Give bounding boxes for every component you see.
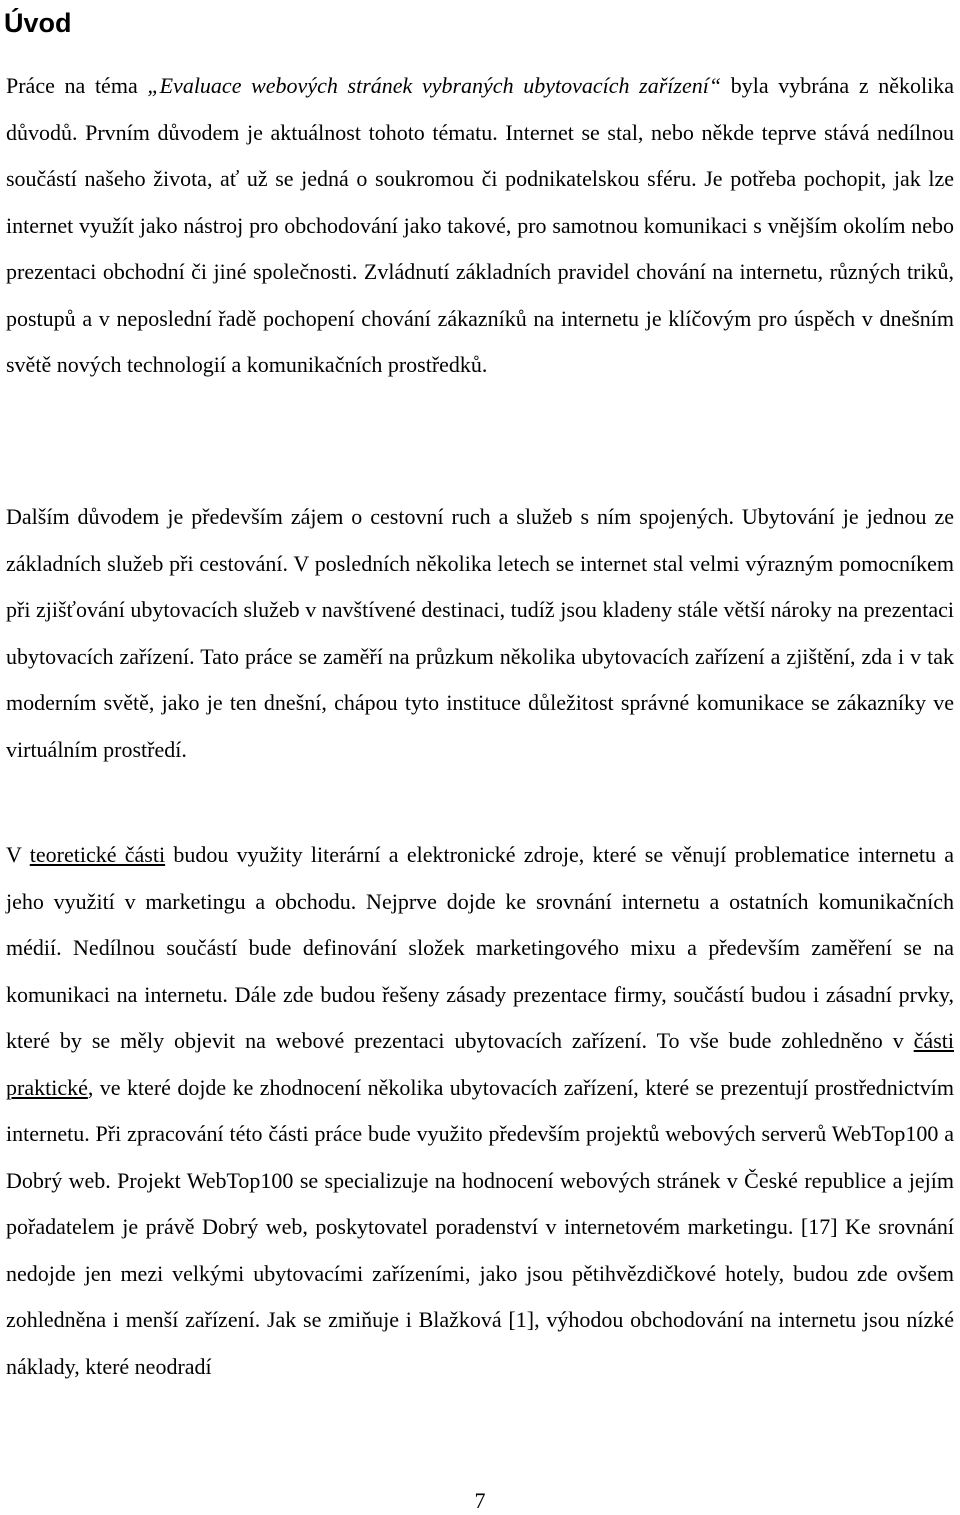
thesis-title-italic: „Evaluace webových stránek vybraných ubytovacích zařízení“: [147, 73, 722, 98]
paragraph-structure-text-3: , ve které dojde ke zhodnocení několika ubytovacích zařízení, které se prezentují prostřednictvím internetu. Při zpracování této části práce bude využito především projektů webových serverů WebTop100 a Dobrý web. Projekt WebTop100 se specializuje na hodnocení webových stránek v České republice a jejím pořadatelem je právě Dobrý web, poskytovatel poradenství v internetovém marketingu. [17] Ke srovnání nedojde jen mezi velkými ubytovacími zařízeními, jako jsou pětihvězdičkové hotely, budou zde ovšem zohledněna i menší zařízení. Jak se zmiňuje i Blažková [1], výhodou obchodování na internetu jsou nízké náklady, které neodradí: [6, 1074, 954, 1379]
practical-part-underlined: části praktické: [6, 1028, 954, 1100]
section-heading: Úvod: [4, 8, 72, 38]
paragraph-structure: [6, 832, 954, 1390]
paragraph-intro-text-before: Práce na téma: [6, 73, 148, 98]
paragraph-intro: [6, 63, 954, 389]
page-number: 7: [474, 1488, 486, 1513]
paragraph-structure-text-1: V: [6, 842, 30, 867]
paragraph-tourism: Dalším důvodem je především zájem o cestovní ruch a služeb s ním spojených. Ubytování je jednou ze základních služeb při cestování. V posledních několika letech se internet stal velmi výrazným pomocníkem při zjišťování ubytovacích služeb v navštívené destinaci, tudíž jsou kladeny stále větší nároky na prezentaci ubytovacích zařízení. Tato práce se zaměří na průzkum několika ubytovacích zařízení a zjištění, zda i v tak moderním světě, jako je ten dnešní, chápou tyto instituce důležitost správné komunikace se zákazníky ve virtuálním prostředí.: [6, 504, 954, 762]
paragraph-intro-text-after: byla vybrána z několika důvodů. Prvním důvodem je aktuálnost tohoto tématu. Internet se stal, nebo někde teprve stává nedílnou součástí našeho života, ať už se jedná o soukromou či podnikatelskou sféru. Je potřeba pochopit, jak lze internet využít jako nástroj pro obchodování jako takové, pro samotnou komunikaci s vnějším okolím nebo prezentaci obchodní či jiné společnosti. Zvládnutí základních pravidel chování na internetu, různých triků, postupů a v neposlední řadě pochopení chování zákazníků na internetu je klíčovým pro úspěch v dnešním světě nových technologií a komunikačních prostředků.: [6, 73, 955, 377]
paragraph-structure-text-2: budou využity literární a elektronické zdroje, které se věnují problematice internetu a jeho využití v marketingu a obchodu. Nejprve dojde ke srovnání internetu a ostatních komunikačních médií. Nedílnou součástí bude definování složek marketingového mixu a především zaměření se na komunikaci na internetu. Dále zde budou řešeny zásady prezentace firmy, součástí budou i zásadní prvky, které by se měly objevit na webové prezentaci ubytovacích zařízení. To vše bude zohledněno v: [6, 842, 954, 1053]
theoretical-part-underlined: teoretické části: [29, 842, 166, 867]
